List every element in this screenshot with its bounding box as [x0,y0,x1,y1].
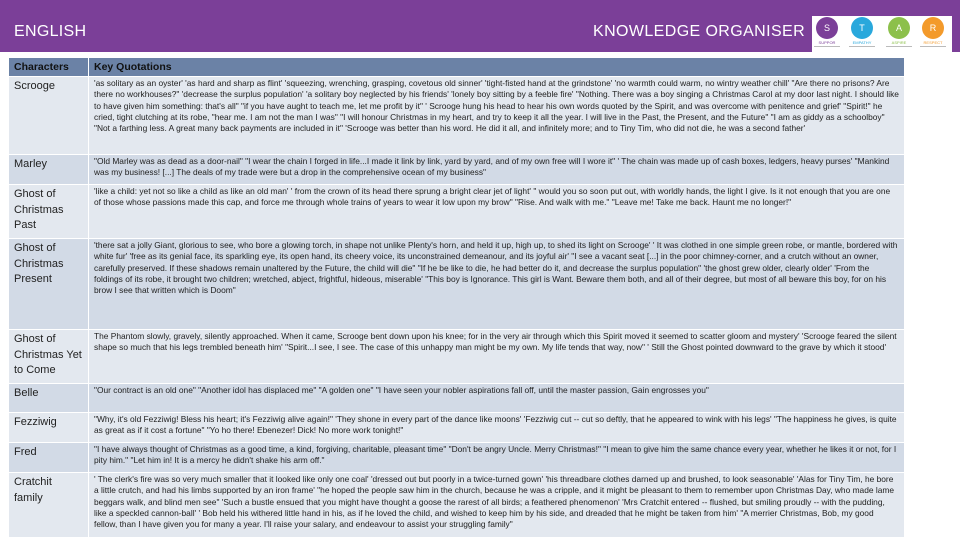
empathy-logo-icon: T [851,17,873,39]
character-name: Ghost of Christmas Present [9,239,89,330]
character-quotes: The Phantom slowly, gravely, silently approached. When it came, Scrooge bent down upon his knee; for in the very air through which this Spirit moved it seemed to scatter gloom and mystery' 'Scrooge feared the silent shape so much that his legs trembled beneath him' "Spirit...I see, I see. The case of this unhappy man might be my own. My life tends that way, now" ' Still the Ghost pointed downward to the grave by which it stood' [89,330,905,384]
subject-label: ENGLISH [14,23,87,40]
page-title: KNOWLEDGE ORGANISER [593,23,806,40]
logo-caption-line [814,46,840,47]
character-name: Cratchit family [9,473,89,538]
logo-label: ASPIRE [891,40,907,45]
character-quotes: 'there sat a jolly Giant, glorious to see, who bore a glowing torch, in shape not unlike Plenty's horn, and held it up, high up, to shed its light on Scrooge' ' It was clothed in one simple green robe, or mantle, bordered with white fur' 'free as its genial face, its sparkling eye, its open hand, its cheery voice, its unconstrained demeanour, and its joyful air' "I see a vacant seat [...] in the poor chimney-corner, and a crutch without an owner, carefully preserved. If these shadows remain unaltered by the Future, the child will die" "If he be like to die, he had better do it, and decrease the surplus population" 'the ghost grew older, clearly older' 'From the foldings of its robe, it brought two children; wretched, abject, frightful, hideous, miserable' "This boy is Ignorance. This girl is Want. Beware them both, and all of their degree, but most of all beware this boy, for on his brow I see that written which is Doom" [89,239,905,330]
values-logos [812,16,952,52]
character-quotes: "Old Marley was as dead as a door-nail" "I wear the chain I forged in life...I made it link by link, yard by yard, and of my own free will I wore it" ' The chain was made up of cash boxes, ledgers, heavy purses' "Mankind was my business! [...] The deals of my trade were but a drop in the comprehensive ocean of my business" [89,155,905,185]
table-row [9,330,905,384]
table-row [9,384,905,413]
quotations-table [8,57,905,538]
characters-column-header: Characters [9,58,89,77]
character-quotes: "Our contract is an old one" "Another idol has displaced me" "A golden one" "I have seen your nobler aspirations fall off, until the master passion, Gain engrosses you" [89,384,905,413]
character-name: Fred [9,443,89,473]
logo-caption-line [886,46,912,47]
table-row [9,185,905,239]
table-row [9,443,905,473]
table-row [9,413,905,443]
table-row [9,155,905,185]
table-header-row [9,58,905,77]
character-name: Scrooge [9,77,89,155]
quotations-column-header: Key Quotations [89,58,905,77]
character-name: Fezziwig [9,413,89,443]
table-row [9,473,905,538]
table-row [9,77,905,155]
character-quotes: "Why, it's old Fezziwig! Bless his heart; it's Fezziwig alive again!" 'They shone in every part of the dance like moons' 'Fezziwig cut -- cut so deftly, that he appeared to wink with his legs' "The happiness he gives, is quite as great as if it cost a fortune" "Yo ho there! Ebenezer! Dick! No more work tonight!" [89,413,905,443]
character-name: Belle [9,384,89,413]
character-name: Ghost of Christmas Yet to Come [9,330,89,384]
character-name: Ghost of Christmas Past [9,185,89,239]
aspire-logo-icon: A [888,17,910,39]
logo-label: EMPATHY [852,40,872,45]
support-logo-icon: S [816,17,838,39]
respect-logo-icon: R [922,17,944,39]
logo-caption-line [849,46,875,47]
logo-caption-line [920,46,946,47]
character-quotes: 'like a child: yet not so like a child as like an old man' ' from the crown of its head there sprung a bright clear jet of light' " would you so soon put out, with worldly hands, the light I give. Is it not enough that you are one of those whose passions made this cap, and force me through whole trains of years to wear it low upon my brow" "Rise. And walk with me." "Leave me! Take me back. Haunt me no longer!" [89,185,905,239]
table-row [9,239,905,330]
character-quotes: "I have always thought of Christmas as a good time, a kind, forgiving, charitable, pleasant time" "Don't be angry Uncle. Merry Christmas!" "I mean to give him the same chance every year, whether he likes it or not, for I pity him." "Let him in! It is a mercy he didn't shake his arm off." [89,443,905,473]
character-quotes: ' The clerk's fire was so very much smaller that it looked like only one coal' 'dressed out but poorly in a twice-turned gown' 'his threadbare clothes darned up and brushed, to look seasonable' 'Alas for Tiny Tim, he bore a little crutch, and had his limbs supported by an iron frame' "he hoped the people saw him in the church, because he was a cripple, and it might be pleasant to them to remember upon Christmas Day, who made lame beggars walk, and blind men see" 'Such a bustle ensued that you might have thought a goose the rarest of all birds; a feathered phenomenon' 'Mrs Cratchit entered -- flushed, but smiling proudly -- with the pudding, like a speckled cannon-ball' ' Bob held his withered little hand in his, as if he loved the child, and wished to keep him by his side, and dreaded that he might be taken from him' "A merrier Christmas, Bob, my good fellow, than I have given you for many a year. I'll raise your salary, and endeavour to assist your struggling family" [89,473,905,538]
logo-label: RESPECT [923,40,943,45]
character-quotes: 'as solitary as an oyster' 'as hard and sharp as flint' 'squeezing, wrenching, grasping, covetous old sinner' 'tight-fisted hand at the grindstone' 'no warmth could warm, no wintry weather chill' "Are there no prisons? Are there no workhouses?" 'decrease the surplus population' 'a solitary boy neglected by his friends' 'lonely boy sitting by a feeble fire' "Nothing. There was a boy singing a Christmas Carol at my door last night. I should like to have given him something: that's all" "if you have aught to teach me, let me profit by it" ' Scrooge hung his head to hear his own words quoted by the Spirit, and was overcome with penitence and grief' "Spirit!" he cried, tight clutching at its robe, "hear me. I am not the man I was" "I will honour Christmas in my heart, and try to keep it all the year. I will live in the Past, the Present, and the Future" "I am as giddy as a schoolboy" "Not a farthing less. A great many back payments are included in it" 'Scrooge was better than his word. He did it all, and infinitely more; and to Tiny Tim, who did not die, he was a second father' [89,77,905,155]
logo-label: SUPPOR [818,40,836,45]
character-name: Marley [9,155,89,185]
